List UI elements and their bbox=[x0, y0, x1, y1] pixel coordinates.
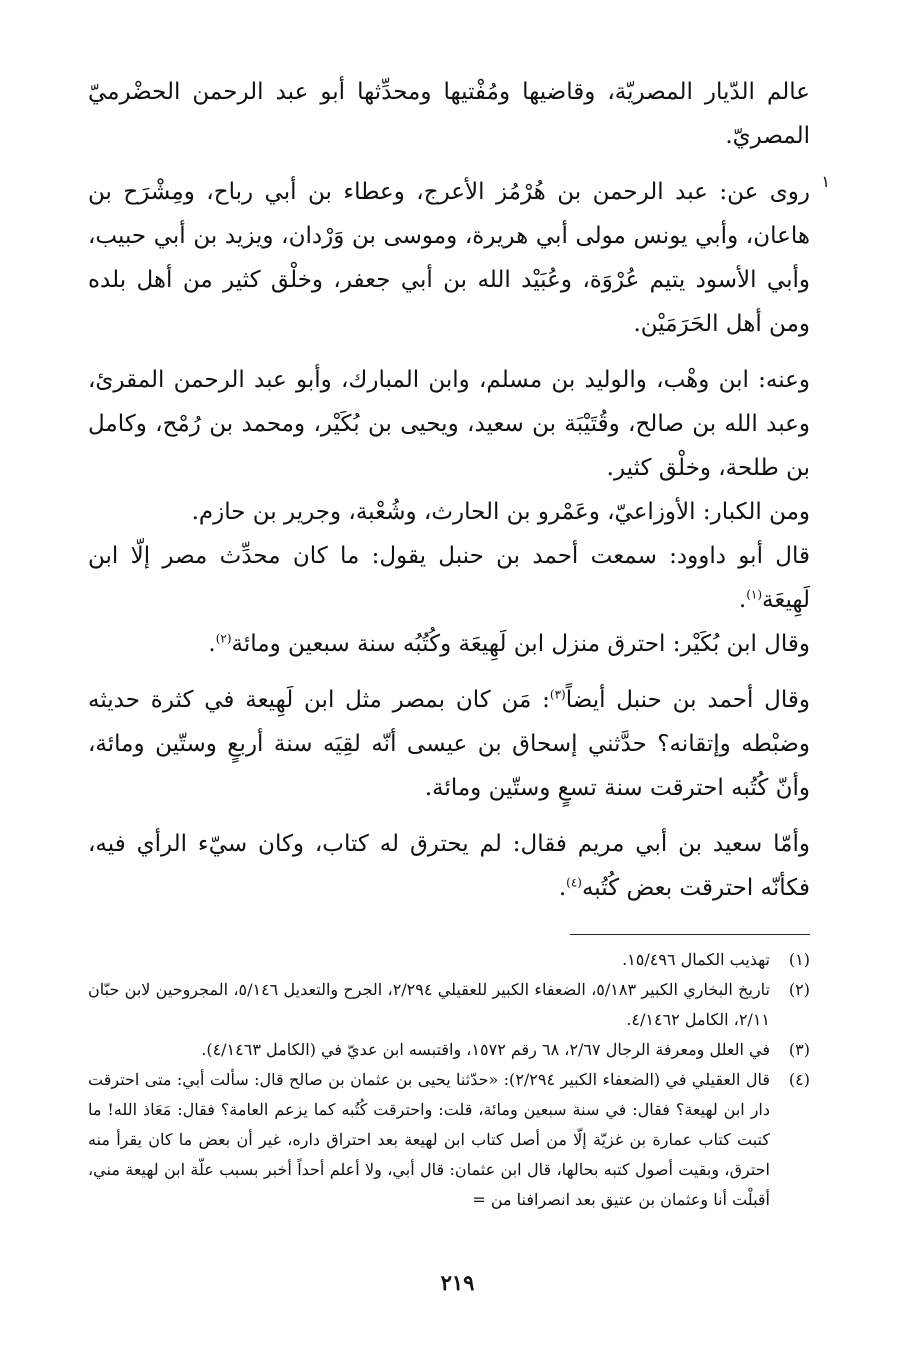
footnote-ref-1: (١) bbox=[746, 587, 763, 602]
ibn-abi-maryam-paragraph bbox=[88, 822, 810, 910]
sentence-end: . bbox=[738, 587, 747, 613]
main-text bbox=[88, 70, 830, 910]
footnote-ref-3: (٣) bbox=[549, 687, 566, 702]
narrators-from-paragraph: روى عن: عبد الرحمن بن هُرْمُز الأعرج، وعطاء بن أبي رباح، ومِشْرَح بن هاعان، وأبي يونس مولى أبي هريرة، وموسى بن وَرْدان، ويزيد بن أبي حبيب، وأبي الأسود يتيم عُرْوَة، وعُبَيْد الله بن أبي جعفر، وخلْق كثير من أهل بلده ومن أهل الحَرَمَيْن. bbox=[88, 179, 810, 337]
footnote-number: (٤) bbox=[788, 1070, 810, 1089]
narrators-to-paragraph: وعنه: ابن وهْب، والوليد بن مسلم، وابن المبارك، وأبو عبد الرحمن المقرئ، وعبد الله بن صالح، وقُتَيْبَة بن سعيد، ويحيى بن بُكَيْر، ومحمد بن رُمْح، وكامل بن طلحة، وخلْق كثير. bbox=[88, 367, 810, 481]
footnotes bbox=[88, 945, 810, 1215]
footnote-line: في العلل ومعرفة الرجال ٢/٦٧، ٦٨ رقم ١٥٧٢، واقتبسه ابن عديّ في (الكامل ٤/١٤٦٣). bbox=[201, 1040, 770, 1059]
ahmad-text-b: : مَن كان بمصر مثل ابن لَهِيعة في كثرة حديثه وضبْطه وإتقانه؟ حدَّثني إسحاق بن عيسى أنّه لقِيَه سنة أربعٍ وستّين ومائة، وأنّ كُتُبه احترقت سنة تسعٍ وستّين ومائة. bbox=[88, 687, 810, 801]
ahmad-text-a: وقال أحمد بن حنبل أيضاً bbox=[565, 687, 811, 713]
intro-paragraph: عالم الدّيار المصريّة، وقاضيها ومُفْتيها ومحدِّثها أبو عبد الرحمن الحضْرميّ المصريّ. bbox=[88, 79, 810, 149]
footnote-divider bbox=[570, 934, 810, 935]
footnote-line: تهذيب الكمال ١٥/٤٩٦. bbox=[622, 950, 770, 969]
footnote-text bbox=[88, 945, 770, 975]
abu-dawud-paragraph bbox=[88, 534, 810, 622]
abu-dawud-text: قال أبو داوود: سمعت أحمد بن حنبل يقول: ما كان محدِّث مصر إلّا ابن لَهِيعَة bbox=[88, 543, 810, 613]
item-block bbox=[88, 170, 830, 346]
ibn-abi-maryam-text: وأمّا سعيد بن أبي مريم فقال: لم يحترق له كتاب، وكان سيّء الرأي فيه، فكأنّه احترقت بعض كُتُبه bbox=[88, 831, 810, 901]
footnote-item bbox=[88, 945, 810, 975]
item-number: ١ bbox=[821, 172, 830, 191]
footnote-text bbox=[88, 1035, 770, 1065]
footnote-number: (١) bbox=[788, 950, 810, 969]
book-page bbox=[88, 70, 830, 1340]
page-number: ٢١٩ bbox=[440, 1270, 475, 1295]
footnote-number: (٢) bbox=[788, 980, 810, 999]
footnote-ref-4: (٤) bbox=[566, 875, 582, 890]
footnote-text bbox=[88, 975, 770, 1035]
sentence-end: . bbox=[558, 875, 567, 901]
ibn-bukayr-paragraph bbox=[88, 622, 810, 666]
footnote-line: تاريخ البخاري الكبير ٥/١٨٣، الضعفاء الكبير للعقيلي ٢/٢٩٤، الجرح والتعديل ٥/١٤٦، المجروحين لابن حبّان ٢/١١، الكامل ٤/١٤٦٢. bbox=[88, 980, 771, 1029]
footnote-item bbox=[88, 1035, 810, 1065]
ahmad-paragraph bbox=[88, 678, 810, 810]
footnote-text bbox=[88, 1065, 770, 1215]
footnote-line: قال العقيلي في (الضعفاء الكبير ٢/٢٩٤): «حدّثنا يحيى بن عثمان بن صالح قال: سألت أبي: متى احترقت دار ابن لهيعة؟ فقال: في سنة سبعين ومائة، قلت: واحترقت كُتُبه كما يزعم العامة؟ فقال: مَعَاذ الله! ما كتبت كتاب عمارة بن غزيّة إلّا من أصل كتاب ابن لهيعة بعد احتراق داره، غير أن بعض ما كان يقرأ منه احترق، وبقيت أصول كتبه بحالها، قال ابن عثمان: قال أبي، ولا أعلم أحداً أخبر بسبب علّة ابن لهيعة مني، أقبلْت أنا وعثمان بن عتيق بعد انصرافنا من = bbox=[88, 1070, 770, 1209]
seniors-paragraph: ومن الكبار: الأوزاعيّ، وعَمْرو بن الحارث، وشُعْبة، وجرير بن حازم. bbox=[191, 499, 810, 525]
footnote-ref-2: (٢) bbox=[215, 631, 232, 646]
ibn-bukayr-text: وقال ابن بُكَيْر: احترق منزل ابن لَهِيعَة وكُتُبُه سنة سبعين ومائة bbox=[231, 631, 810, 657]
sentence-end: . bbox=[208, 631, 216, 657]
footnote-item bbox=[88, 1065, 810, 1215]
footnote-item bbox=[88, 975, 810, 1035]
footnote-number: (٣) bbox=[788, 1040, 810, 1059]
